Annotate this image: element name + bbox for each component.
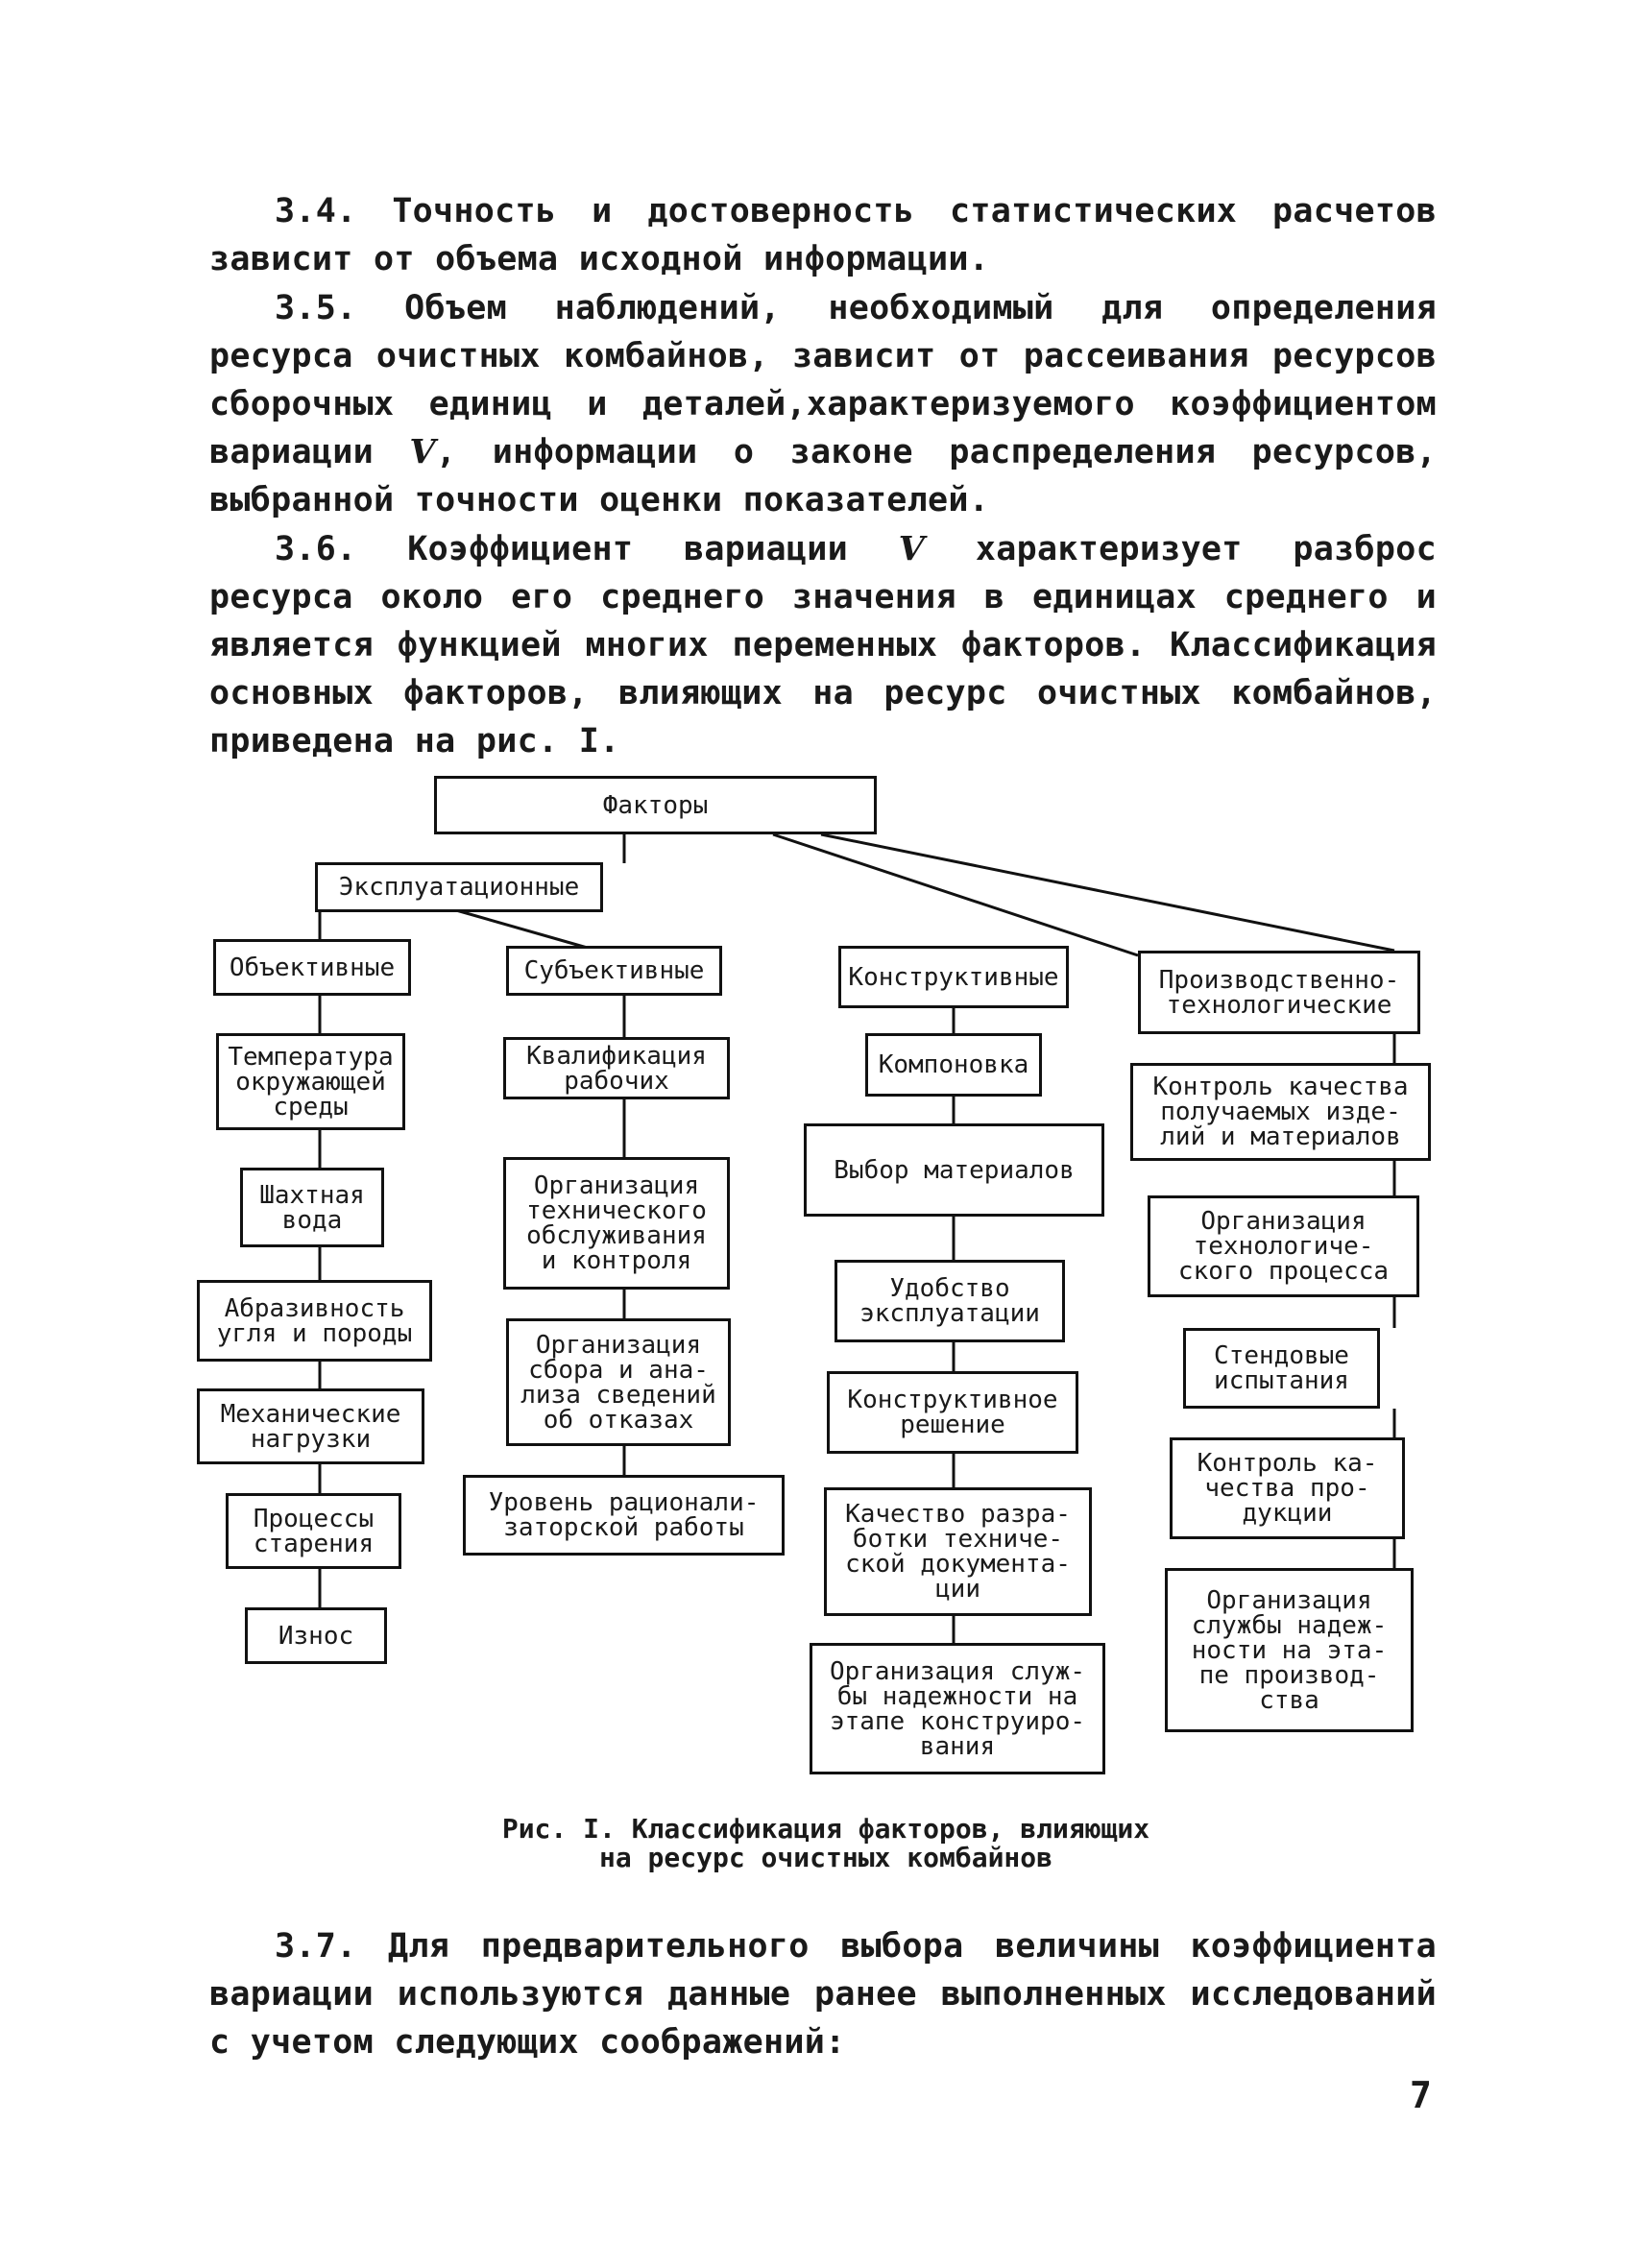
node-subjective-qualification: Квалификация рабочих [503, 1037, 730, 1099]
node-objective-mine-water: Шахтная вода [240, 1168, 384, 1247]
connector-line [773, 834, 1138, 955]
page-number: 7 [1410, 2074, 1432, 2116]
node-objective-aging: Процессы старения [226, 1493, 401, 1569]
node-subjective-failure-analysis: Организация сбора и ана- лиза сведений об отказах [506, 1318, 731, 1446]
node-production-reliability-service: Организация службы надеж- ности на эта- пе производ- ства [1165, 1568, 1414, 1732]
node-objective-wear: Износ [245, 1607, 387, 1664]
node-constructive-documentation: Качество разра- ботки техниче- ской документа- ции [824, 1487, 1092, 1616]
node-production-incoming-control: Контроль качества получаемых изде- лий и материалов [1130, 1063, 1431, 1161]
variation-symbol: V [409, 432, 436, 471]
node-objective-temperature: Температура окружающей среды [216, 1033, 405, 1130]
node-objective-mechanical-loads: Механические нагрузки [197, 1388, 424, 1464]
paragraph-3-6-text-a: 3.6. Коэффициент вариации [275, 530, 899, 568]
connector-line [821, 834, 1394, 951]
node-production: Производственно- технологические [1138, 951, 1420, 1034]
node-production-bench-tests: Стендовые испытания [1183, 1328, 1380, 1409]
node-constructive: Конструктивные [838, 946, 1069, 1008]
node-objective: Объективные [213, 939, 411, 996]
node-constructive-design-solution: Конструктивное решение [827, 1371, 1078, 1454]
paragraph-3-5-text-a: 3.5. Объем наблюдений, необходимый для определения ресурса очистных комбайнов, зависит от рассеивания ресурсов сборочных единиц и деталей,характеризуемого коэффициентом вариации [209, 289, 1437, 471]
connector-line [456, 910, 591, 949]
node-subjective-maintenance: Организация технического обслуживания и контроля [503, 1157, 730, 1290]
node-factors: Факторы [434, 776, 877, 834]
node-production-process-organization: Организация технологиче- ского процесса [1148, 1195, 1419, 1297]
node-constructive-reliability-service: Организация служ- бы надежности на этапе конструиро- вания [810, 1643, 1105, 1774]
paragraph-3-7 [209, 1922, 1437, 2066]
variation-symbol: V [898, 529, 926, 568]
node-constructive-layout: Компоновка [865, 1033, 1042, 1097]
node-subjective-rationalization: Уровень рационали- заторской работы [463, 1475, 785, 1556]
paragraph-3-5-text-b: , информации о законе распределения ресурсов, выбранной точности оценки показателей. [209, 433, 1437, 519]
paragraph-3-7-text: 3.7. Для предварительного выбора величины коэффициента вариации используются данные ранее выполненных исследований с учетом следующих соображений: [209, 1927, 1437, 2062]
paragraph-3-4-text: 3.4. Точность и достоверность статистических расчетов зависит от объема исходной информации. [209, 192, 1437, 278]
node-constructive-materials: Выбор материалов [804, 1123, 1104, 1217]
node-objective-abrasiveness: Абразивность угля и породы [197, 1280, 432, 1362]
node-production-product-control: Контроль ка- чества про- дукции [1170, 1437, 1405, 1539]
paragraph-3-6-text-b: характеризует разброс ресурса около его среднего значения в единицах среднего и является функцией многих переменных факторов. Классификация основных факторов, влияющих на ресурс очистных комбайнов, приведена на рис. I. [209, 530, 1437, 760]
node-constructive-usability: Удобство эксплуатации [835, 1260, 1065, 1342]
figure-caption: Рис. I. Классификация факторов, влияющих на ресурс очистных комбайнов [501, 1813, 1150, 1873]
node-subjective: Субъективные [506, 946, 722, 996]
node-exploitation: Эксплуатационные [315, 862, 603, 912]
